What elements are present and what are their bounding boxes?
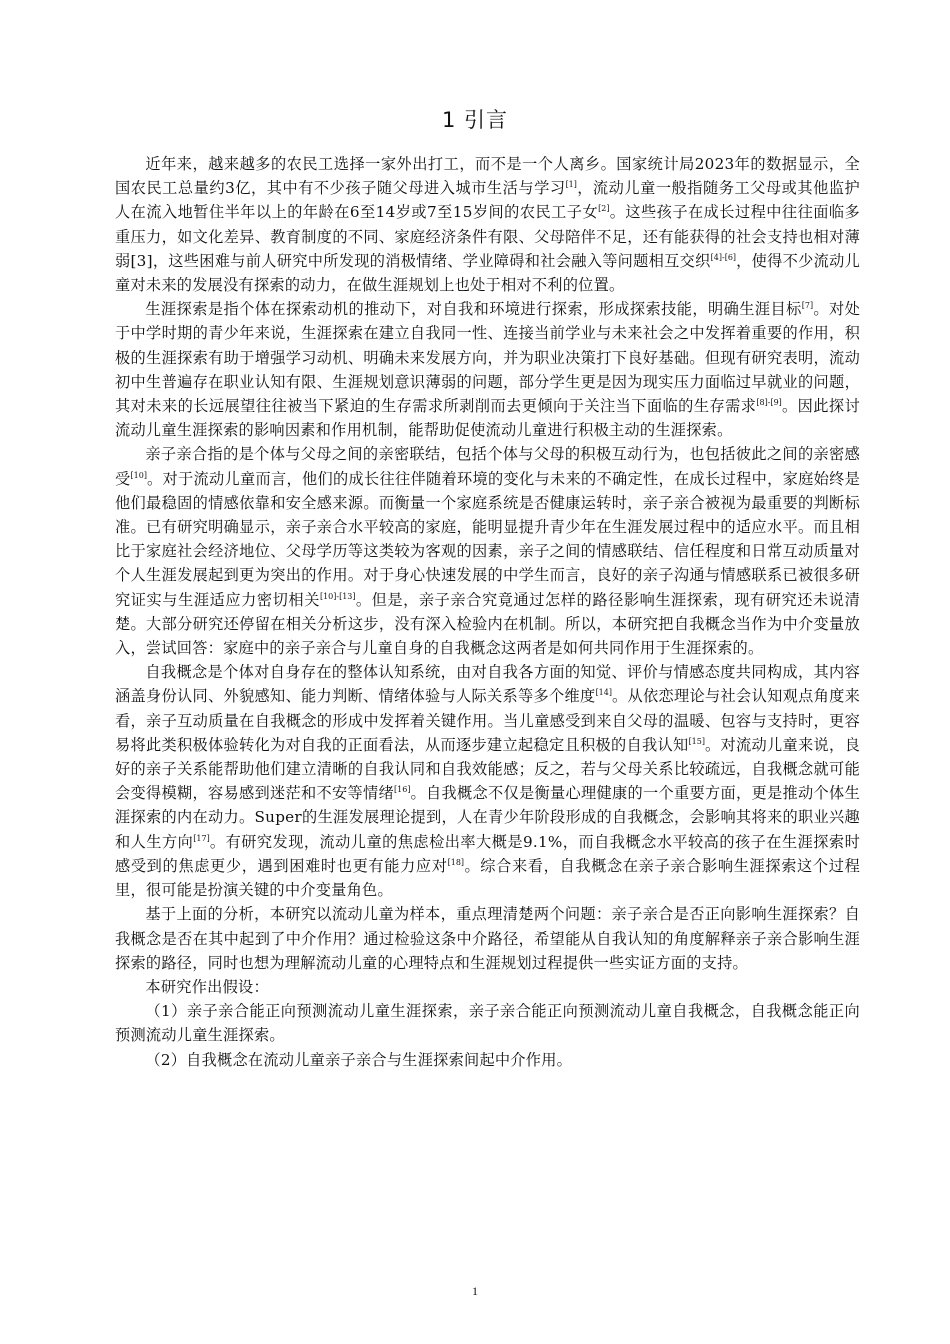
citation: [8]-[9] — [756, 398, 782, 408]
text-run: 亲子亲合指的是个体与父母之间的亲密联结，包括个体与父母的积极互动行为，也包括彼此之间的亲密感受 — [115, 445, 860, 488]
paragraph-migrant-children — [115, 152, 860, 297]
text-run: 。对处于中学时期的青少年来说，生涯探索在建立自我同一性、连接当前学业与未来社会之中发挥着重要的作用，积极的生涯探索有助于增强学习动机、明确未来发展方向，并为职业决策打下良好基础。但现有研究表明，流动初中生普遍存在职业认知有限、生涯规划意识薄弱的问题，部分学生更是因为现实压力面临过早就业的问题，其对未来的长远展望往往被当下紧迫的生存需求所剥削而去更倾向于关注当下面临的生存需求 — [115, 300, 861, 416]
text-run: （1）亲子亲合能正向预测流动儿童生涯探索，亲子亲合能正向预测流动儿童自我概念，自我概念能正向预测流动儿童生涯探索。 — [115, 1002, 860, 1045]
text-run: 生涯探索是指个体在探索动机的推动下，对自我和环境进行探索，形成探索技能，明确生涯目标 — [145, 300, 802, 319]
text-run: 基于上面的分析，本研究以流动儿童为样本，重点理清楚两个问题：亲子亲合是否正向影响生涯探索？自我概念是否在其中起到了中介作用？通过检验这条中介路径，希望能从自我认知的角度解释亲子亲合影响生涯探索的路径，同时也想为理解流动儿童的心理特点和生涯规划过程提供一些实证方面的支持。 — [115, 905, 860, 972]
text-run: 近年来，越来越多的农民工选择一家外出打工，而不是一个人离乡。国家统计局2023年的数据显示，全国农民工总量约3亿，其中有不少孩子随父母进入城市生活与学习 — [115, 155, 860, 198]
paragraph-parent-child-affinity — [115, 442, 860, 660]
text-run: 。从依恋理论与社会认知观点角度来看，亲子互动质量在自我概念的形成中发挥着关键作用。当儿童感受到来自父母的温暖、包容与支持时，更容易将此类积极体验转化为对自我的正面看法，从而逐步建立起稳定且积极的自我认知 — [115, 687, 861, 754]
citation: [15] — [688, 736, 705, 746]
text-run: ，流动儿童一般指随务工父母或其他监护人在流入地暂住半年以上的年龄在6至14岁或7至15岁间的农民工子女 — [115, 179, 860, 222]
section-title: 1 引言 — [441, 108, 509, 132]
citation: [10] — [130, 470, 147, 480]
text-run: ，使得不少流动儿童对未来的发展没有探索的动力，在做生涯规划上也处于相对不利的位置。 — [115, 251, 861, 295]
citation: [10]-[13] — [319, 591, 356, 601]
text-run: （2）自我概念在流动儿童亲子亲合与生涯探索间起中介作用。 — [145, 1050, 573, 1069]
text-run: 本研究作出假设： — [145, 977, 269, 996]
citation: [7] — [801, 301, 814, 311]
paragraph-career-exploration — [115, 297, 860, 442]
text-run: 。因此探讨流动儿童生涯探索的影响因素和作用机制，能帮助促使流动儿童进行积极主动的生涯探索。 — [115, 397, 861, 440]
text-run: 。对流动儿童来说，良好的亲子关系能帮助他们建立清晰的自我认同和自我效能感；反之，若与父母关系比较疏远，自我概念就可能会变得模糊，容易感到迷茫和不安等情绪 — [115, 735, 861, 803]
paragraph-research-questions — [115, 902, 860, 975]
citation: [16] — [394, 785, 411, 795]
citation: [2] — [598, 204, 610, 214]
text-run: 。综合来看，自我概念在亲子亲合影响生涯探索这个过程里，很可能是扮演关键的中介变量角色。 — [115, 856, 861, 900]
paragraph-hypothesis-2 — [115, 1048, 860, 1072]
paragraph-hypothesis-1 — [115, 999, 860, 1047]
paragraph-self-concept — [115, 660, 860, 902]
citation: [18] — [447, 857, 465, 867]
citation: [4]-[6] — [710, 252, 737, 262]
text-run: 自我概念是个体对自身存在的整体认知系统，由对自我各方面的知觉、评价与情感态度共同构成，其内容涵盖身份认同、外貌感知、能力判断、情绪体验与人际关系等多个维度 — [115, 663, 860, 706]
body-text — [115, 152, 860, 1072]
text-run: 。这些孩子在成长过程中往往面临多重压力，如文化差异、教育制度的不同、家庭经济条件有限、父母陪伴不足，还有能获得的社会支持也相对薄弱[3]，这些困难与前人研究中所发现的消极情绪、学业障碍和社会融入等问题相互交织 — [115, 203, 860, 270]
citation: [14] — [595, 688, 612, 698]
page-number: 1 — [472, 1284, 478, 1298]
text-run: 。自我概念不仅是衡量心理健康的一个重要方面，更是推动个体生涯探索的内在动力。Super的生涯发展理论提到，人在青少年阶段形成的自我概念，会影响其将来的职业兴趣和人生方向 — [115, 784, 861, 851]
citation: [1] — [565, 180, 577, 190]
paragraph-hypothesis-intro — [115, 975, 860, 999]
text-run: 。但是，亲子亲合究竟通过怎样的路径影响生涯探索，现有研究还未说清楚。大部分研究还停留在相关分析这步，没有深入检验内在机制。所以，本研究把自我概念当作为中介变量放入，尝试回答：家庭中的亲子亲合与儿童自身的自我概念这两者是如何共同作用于生涯探索的。 — [115, 590, 860, 658]
text-run: 。对于流动儿童而言，他们的成长往往伴随着环境的变化与未来的不确定性，在成长过程中，家庭始终是他们最稳固的情感依靠和安全感来源。而衡量一个家庭系统是否健康运转时，亲子亲合被视为最重要的判断标准。已有研究明确显示，亲子亲合水平较高的家庭，能明显提升青少年在生涯发展过程中的适应水平。而且相比于家庭社会经济地位、父母学历等这类较为客观的因素，亲子之间的情感联结、信任程度和日常互动质量对个人生涯发展起到更为突出的作用。对于身心快速发展的中学生而言，良好的亲子沟通与情感联系已被很多研究证实与生涯适应力密切相关 — [115, 469, 861, 609]
citation: [17] — [193, 833, 210, 843]
text-run: 。有研究发现，流动儿童的焦虑检出率大概是9.1%，而自我概念水平较高的孩子在生涯探索时感受到的焦虑更少，遇到困难时也更有能力应对 — [115, 832, 861, 875]
